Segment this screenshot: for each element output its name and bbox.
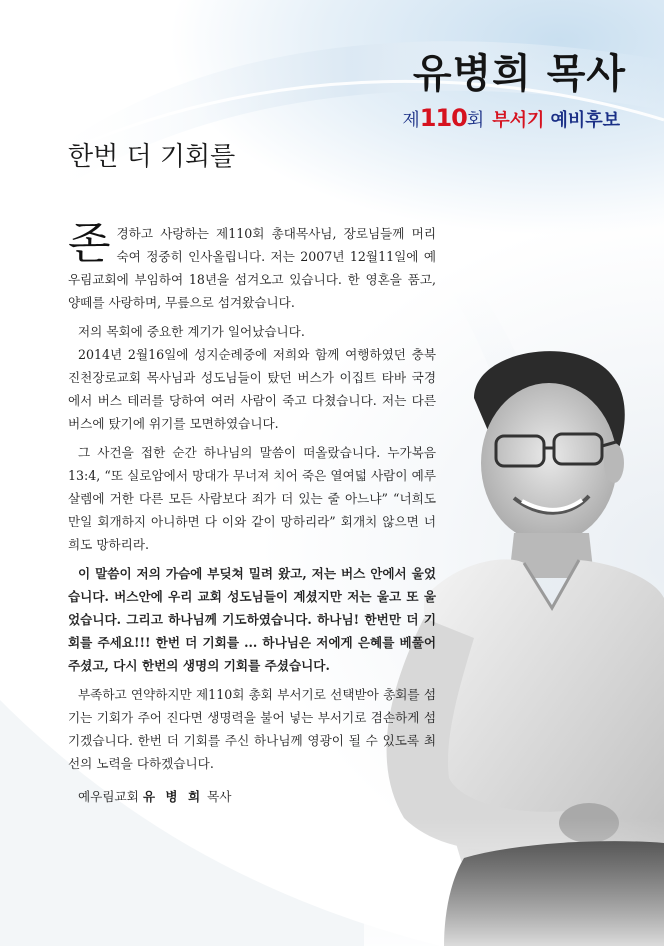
paragraph-1 — [68, 218, 436, 314]
paragraph-4: 그 사건을 접한 순간 하나님의 말씀이 떠올랐습니다. 누가복음 13:4, “또 실로암에서 망대가 무너져 치어 죽은 열여덟 사람이 예루살렘에 거한 다른 모든 사람보다 죄가 더 있는 줄 아느냐” “너희도 만일 회개하지 아니하면 다 이와 같이 망하리라” 회개치 않으면 너희도 망하리라. — [68, 445, 436, 552]
drop-cap: 존 — [68, 218, 111, 269]
paragraph-2: 저의 목회에 중요한 계기가 일어났습니다. — [78, 324, 305, 339]
headline: 한번 더 기회를 — [68, 142, 236, 172]
letter-body — [68, 218, 436, 814]
paragraph-6: 부족하고 연약하지만 제110회 총회 부서기로 선택받아 총회를 섬기는 기회가 주어 진다면 생명력을 불어 넣는 부서기로 겸손하게 섬기겠습니다. 한번 더 기회를 주신 하나님께 영광이 될 수 있도록 최선의 노력을 다하겠습니다. — [68, 687, 436, 771]
signature-church: 예우림교회 — [78, 789, 139, 804]
signature — [68, 785, 436, 808]
subtitle-status: 예비후보 — [550, 110, 620, 131]
paragraph-1-text: 경하고 사랑하는 제110회 총대목사님, 장로님들께 머리 숙여 정중히 인사올립니다. 저는 2007년 12월11일에 예우림교회에 부임하여 18년을 섬겨오고 있습니다. 한 영혼을 품고, 양떼를 사랑하며, 무릎으로 섬겨왔습니다. — [68, 226, 436, 310]
signature-name: 유 병 희 — [142, 789, 204, 804]
paragraph-5: 이 말씀이 저의 가슴에 부딪쳐 밀려 왔고, 저는 버스 안에서 울었습니다. 버스안에 우리 교회 성도님들이 계셨지만 저는 울고 또 울었습니다. 그리고 하나님께 기도하였습니다. 하나님! 한번만 더 기회를 주세요!!! 한번 더 기회를 ... 하나님은 저에게 은혜를 베풀어 주셨고, 다시 한번의 생명의 기회를 주셨습니다. — [68, 566, 436, 673]
paragraph-3: 2014년 2월16일에 성지순례중에 저희와 함께 여행하였던 충북 진천장로교회 목사님과 성도님들이 탔던 버스가 이집트 타바 국경에서 버스 테러를 당하여 여러 사람이 죽고 다쳤습니다. 저는 다른 버스에 탔기에 위기를 모면하였습니다. — [68, 347, 436, 431]
candidate-subtitle — [402, 104, 620, 132]
signature-title: 목사 — [207, 789, 232, 804]
candidate-name-title: 유병희 목사 — [412, 51, 626, 97]
subtitle-prefix: 제 — [402, 110, 420, 131]
subtitle-suffix: 회 — [466, 110, 485, 131]
subtitle-number: 110 — [419, 104, 467, 132]
subtitle-role: 부서기 — [492, 110, 545, 131]
